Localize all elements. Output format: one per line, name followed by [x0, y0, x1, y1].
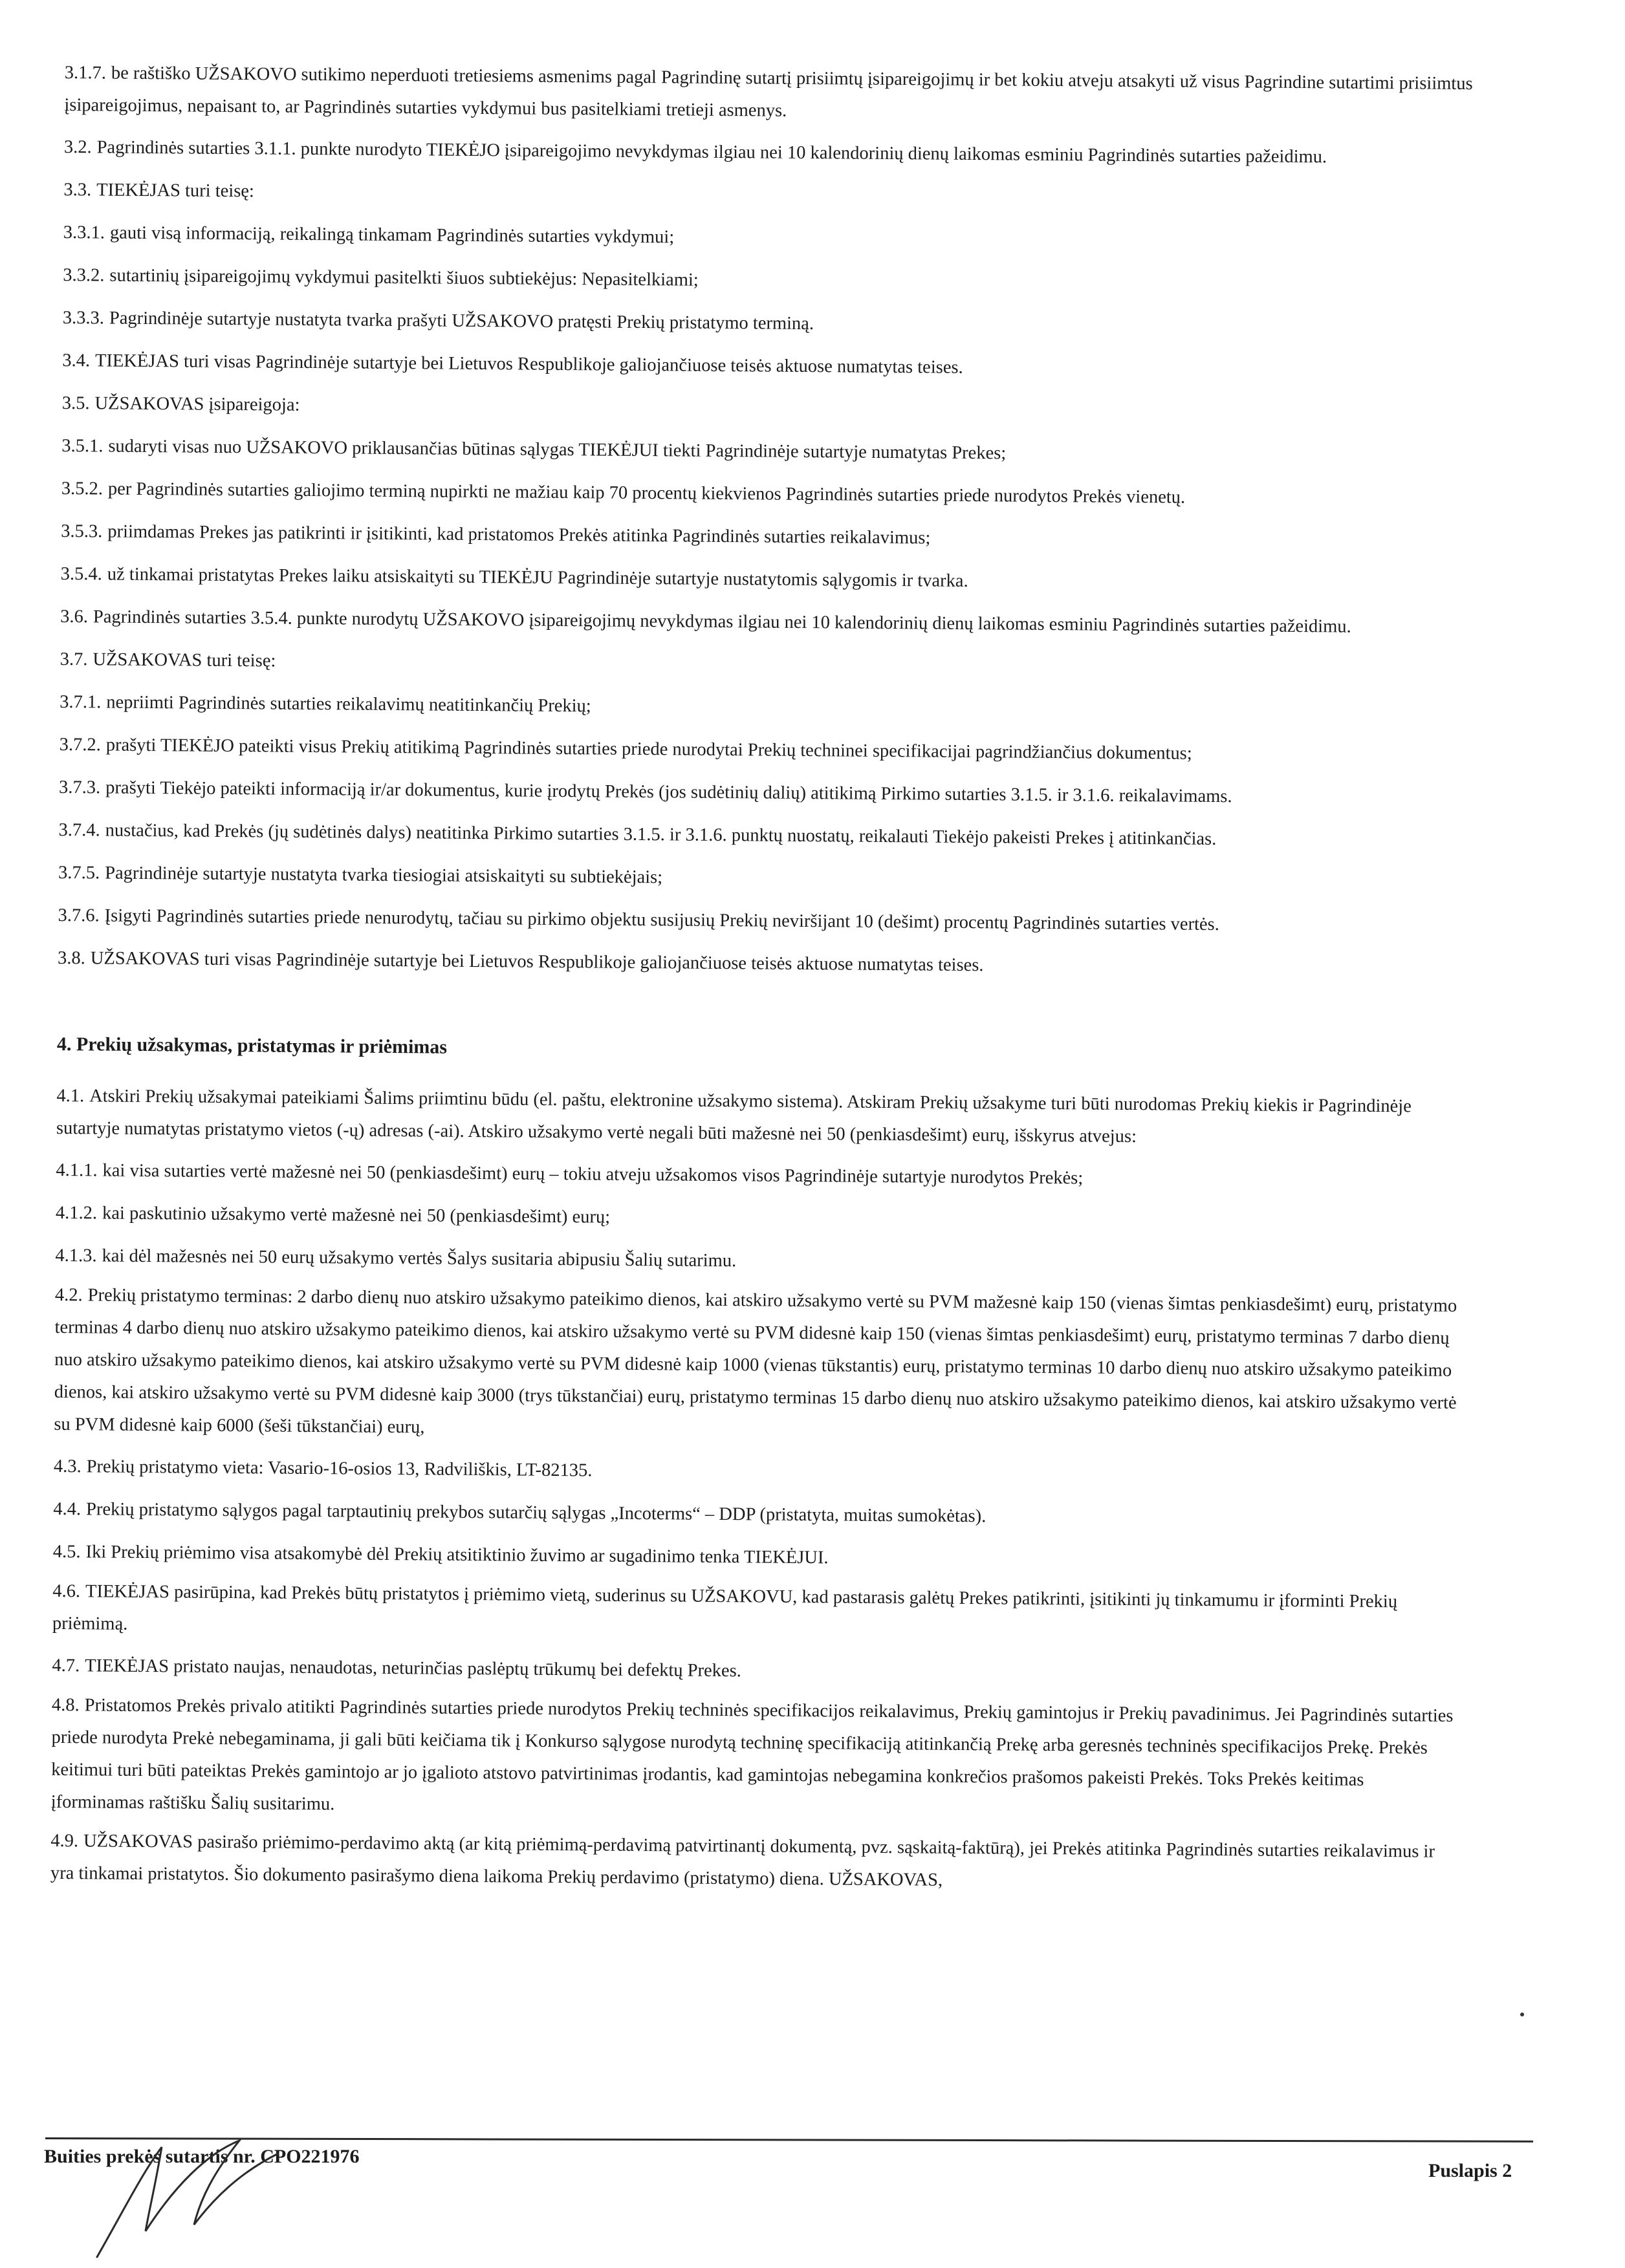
clause-3-8: [58, 939, 1468, 989]
section-3-list: [58, 57, 1475, 989]
clause-4-5: [53, 1533, 1463, 1582]
clause-text: Prekių pristatymo terminas: 2 darbo dienų nuo atskiro užsakymo pateikimo dienos, kai atskiro užsakymo vertė su PVM mažesnė kaip 150 (vienas šimtas penkiasdešimt) eurų, pristatymo terminas 4 darbo dienų nuo atskiro užsakymo pateikimo dienos, kai atskiro užsakymo vertė su PVM didesnė kaip 150 (vienas šimtas penkiasdešimt) eurų, pristatymo terminas 7 darbo dienų nuo atskiro užsakymo pateikimo dienos, kai atskiro užsakymo vertė su PVM didesnė kaip 1000 (vienas tūkstantis) eurų, pristatymo terminas 10 darbo dienų nuo atskiro užsakymo pateikimo dienos, kai atskiro užsakymo vertė su PVM didesnė kaip 3000 (trys tūkstančiai) eurų, pristatymo terminas 15 darbo dienų nuo atskiro užsakymo pateikimo dienos, kai atskiro užsakymo vertė su PVM didesnė kaip 6000 (šeši tūkstančiai) eurų,: [54, 1285, 1457, 1438]
clause-text: Prekių pristatymo vieta: Vasario-16-osios 13, Radviliškis, LT-82135.: [86, 1456, 593, 1481]
clause-text: TIEKĖJAS pasirūpina, kad Prekės būtų pristatytos į priėmimo vietą, suderinus su UŽSAKOVU, kad pastarasis galėtų Prekes patikrinti, įsitikinti jų tinkamumu ir įforminti Prekių priėmimą.: [52, 1581, 1398, 1634]
clause-text: kai visa sutarties vertė mažesnė nei 50 (penkiasdešimt) eurų – tokiu atveju užsakomos visos Pagrindinėje sutartyje nurodytos Prekės;: [102, 1160, 1084, 1189]
handwritten-signature: [84, 2134, 291, 2263]
clause-3-7-2: [59, 726, 1469, 775]
section-4-list: [50, 1080, 1467, 1901]
document-page: [50, 57, 1475, 1907]
clause-number: 3.7.1.: [60, 691, 102, 713]
clause-3-2: [64, 128, 1474, 178]
clause-text: nepriimti Pagrindinės sutarties reikalavimų neatitinkančių Prekių;: [106, 692, 591, 717]
clause-3-7-5: [58, 854, 1468, 903]
clause-3-7-6: [58, 896, 1468, 946]
clause-4-8: [51, 1689, 1463, 1830]
clause-text: TIEKĖJAS turi visas Pagrindinėje sutartyje bei Lietuvos Respublikoje galiojančiuose teisės aktuose numatytas teises.: [94, 351, 963, 378]
clause-3-3-2: [63, 256, 1473, 306]
clause-number: 4.1.1.: [56, 1160, 98, 1181]
clause-number: 4.5.: [52, 1541, 81, 1562]
footer-page-number: Puslapis 2: [1428, 2160, 1512, 2181]
clause-number: 3.3.2.: [63, 265, 105, 286]
clause-number: 3.8.: [57, 947, 85, 969]
clause-3-5-2: [61, 470, 1472, 519]
scan-speck: [1520, 2013, 1524, 2016]
clause-text: sutartinių įsipareigojimų vykdymui pasitelkti šiuos subtiekėjus: Nepasitelkiami;: [109, 265, 699, 290]
clause-number: 4.2.: [54, 1284, 83, 1306]
footer-contract-number: Buities prekės sutartis nr. CPO221976: [44, 2146, 360, 2167]
clause-3-7-1: [60, 683, 1470, 733]
clause-text: prašyti Tiekėjo pateikti informaciją ir/ar dokumentus, kurie įrodytų Prekės (jos sudėtinių dalių) atitikimą Pirkimo sutarties 3.1.5. ir 3.1.6. reikalavimams.: [105, 777, 1232, 807]
clause-number: 3.7.2.: [59, 734, 101, 755]
clause-number: 3.5.2.: [61, 478, 104, 499]
clause-text: kai dėl mažesnės nei 50 eurų užsakymo vertės Šalys susitaria abipusiu Šalių sutarimu.: [102, 1246, 737, 1271]
clause-text: UŽSAKOVAS įsipareigoja:: [94, 393, 300, 415]
clause-3-6: [60, 598, 1470, 647]
clause-number: 4.3.: [53, 1456, 82, 1477]
clause-text: Pagrindinės sutarties 3.5.4. punkte nurodytų UŽSAKOVO įsipareigojimų nevykdymas ilgiau nei 10 kalendorinių dienų laikomas esminiu Pagrindinės sutarties pažeidimu.: [93, 607, 1351, 637]
section-4-title: 4. Prekių užsakymas, pristatymas ir priėmimas: [56, 1033, 448, 1058]
clause-4-2: [54, 1279, 1465, 1452]
clause-number: 3.3.3.: [62, 307, 105, 329]
clause-number: 3.6.: [60, 606, 89, 627]
clause-number: 3.3.1.: [63, 222, 105, 243]
clause-4-1-3: [55, 1237, 1465, 1286]
clause-3-5-4: [60, 555, 1470, 605]
clause-text: UŽSAKOVAS turi teisę:: [93, 649, 276, 671]
clause-number: 3.2.: [63, 136, 92, 158]
clause-4-1-2: [56, 1194, 1466, 1244]
clause-3-7-3: [59, 768, 1469, 818]
clause-text: Įsigyti Pagrindinės sutarties priede nenurodytų, tačiau su pirkimo objektu susijusių Prekių neviršijant 10 (dešimt) procentų Pagrindinės sutarties vertės.: [104, 905, 1219, 935]
clause-text: TIEKĖJAS turi teisę:: [96, 180, 255, 202]
clause-text: Pagrindinės sutarties 3.1.1. punkte nurodyto TIEKĖJO įsipareigojimo nevykdymas ilgiau nei 10 kalendorinių dienų laikomas esminiu Pagrindinės sutarties pažeidimu.: [96, 137, 1327, 167]
clause-3-1-7: [64, 57, 1475, 133]
clause-number: 3.7.: [60, 649, 88, 670]
clause-text: Pagrindinėje sutartyje nustatyta tvarka prašyti UŽSAKOVO pratęsti Prekių pristatymo terminą.: [109, 308, 814, 334]
clause-text: Iki Prekių priėmimo visa atsakomybė dėl Prekių atsitiktinio žuvimo ar sugadinimo tenka TIEKĖJUI.: [85, 1542, 829, 1568]
clause-3-3-3: [63, 299, 1473, 349]
clause-text: už tinkamai pristatytas Prekes laiku atsiskaityti su TIEKĖJU Pagrindinėje sutartyje nustatytomis sąlygomis ir tvarka.: [107, 564, 968, 591]
clause-text: priimdamas Prekes jas patikrinti ir įsitikinti, kad pristatomos Prekės atitinka Pagrindinės sutarties reikalavimus;: [107, 521, 931, 548]
clause-text: Prekių pristatymo sąlygos pagal tarptautinių prekybos sutarčių sąlygas „Incoterms“ – DDP (pristatyta, muitas sumokėtas).: [85, 1499, 987, 1527]
clause-text: be raštiško UŽSAKOVO sutikimo neperduoti tretiesiems asmenims pagal Pagrindinę sutartį prisiimtų įsipareigojimų ir bet kokiu atveju atsakyti už visus Pagrindine sutartimi prisiimtus įsipareigojimus, nepaisant to, ar Pagrindinės sutarties vykdymui bus pasitelkiami tretieji asmenys.: [64, 63, 1473, 121]
clause-number: 3.5.1.: [61, 435, 104, 457]
clause-number: 3.5.: [61, 393, 90, 414]
clause-number: 4.1.2.: [55, 1202, 98, 1224]
clause-number: 3.7.5.: [58, 862, 100, 883]
clause-text: Atskiri Prekių užsakymai pateikiami Šalims priimtinu būdu (el. paštu, elektronine užsakymo sistema). Atskiram Prekių užsakyme turi būti nurodomas Prekių kiekis ir Pagrindinėje sutartyje numatytas pristatymo vietos (-ų) adresas (-ai). Atskiro užsakymo vertė negali būti mažesnė nei 50 (penkiasdešimt) eurų, išskyrus atvejus:: [56, 1086, 1412, 1147]
clause-3-3: [63, 171, 1474, 221]
clause-4-3: [54, 1447, 1464, 1497]
clause-number: 3.3.: [63, 179, 92, 200]
clause-4-4: [53, 1490, 1463, 1540]
clause-text: TIEKĖJAS pristato naujas, nenaudotas, neturinčias paslėptų trūkumų bei defektų Prekes.: [85, 1656, 741, 1681]
clause-text: prašyti TIEKĖJO pateikti visus Prekių atitikimą Pagrindinės sutarties priede nurodytai Prekių techninei specifikacijai pagrindžiančius dokumentus;: [105, 735, 1192, 764]
clause-4-1: [56, 1080, 1467, 1156]
clause-text: gauti visą informaciją, reikalingą tinkamam Pagrindinės sutarties vykdymui;: [109, 222, 675, 248]
clause-4-1-1: [56, 1151, 1466, 1201]
clause-text: per Pagrindinės sutarties galiojimo terminą nupirkti ne mažiau kaip 70 procentų kiekvienos Pagrindinės sutarties priede nurodytos Prekės vienetų.: [107, 479, 1186, 508]
clause-number: 4.8.: [51, 1694, 80, 1716]
clause-number: 3.5.3.: [61, 521, 103, 542]
clause-text: kai paskutinio užsakymo vertė mažesnė nei 50 (penkiasdešimt) eurų;: [102, 1203, 611, 1227]
clause-number: 3.5.4.: [60, 563, 102, 585]
clause-text: UŽSAKOVAS pasirašo priėmimo-perdavimo aktą (ar kitą priėmimą-perdavimą patvirtinantį dokumentą, pvz. sąskaitą-faktūrą), jei Prekės atitinka Pagrindinės sutarties reikalavimus ir yra tinkamai pristatytos. Šio dokumento pasirašymo diena laikoma Prekių perdavimo (pristatymo) diena. UŽSAKOVAS,: [50, 1831, 1435, 1890]
clause-text: Pristatomos Prekės privalo atitikti Pagrindinės sutarties priede nurodytos Prekių techninės specifikacijos reikalavimus, Prekių gamintojus ir Prekių pavadinimus. Jei Pagrindinės sutarties priede nurodyta Prekė nebegaminama, ji gali būti keičiama tik į Konkurso sąlygose nurodytą techninę specifikaciją atitinkančią Prekę arba geresnės techninės specifikacijos Prekę. Prekės keitimui turi būti pateiktas Prekės gamintojo ar jo įgalioto atstovo patvirtinimas įrodantis, kad gamintojas nebegamina konkrečios prašomos pakeisti Prekės. Toks Prekės keitimas įforminamas raštišku Šalių susitarimu.: [50, 1695, 1454, 1815]
clause-3-4: [62, 341, 1472, 391]
clause-3-5: [62, 384, 1472, 434]
clause-number: 3.1.7.: [64, 62, 107, 83]
clause-number: 3.7.3.: [59, 777, 101, 798]
clause-4-7: [52, 1647, 1462, 1696]
clause-text: Pagrindinėje sutartyje nustatyta tvarka tiesiogiai atsiskaityti su subtiekėjais;: [105, 863, 663, 888]
clause-number: 4.1.3.: [55, 1245, 97, 1266]
clause-number: 4.9.: [50, 1830, 79, 1852]
clause-text: UŽSAKOVAS turi visas Pagrindinėje sutartyje bei Lietuvos Respublikoje galiojančiuose teisės aktuose numatytas teises.: [90, 948, 984, 976]
clause-3-5-1: [61, 427, 1472, 477]
clause-4-6: [52, 1575, 1463, 1651]
clause-number: 3.7.6.: [58, 905, 100, 926]
clause-number: 4.4.: [53, 1498, 82, 1520]
clause-3-5-3: [61, 512, 1471, 562]
clause-number: 4.7.: [52, 1655, 80, 1676]
clause-3-7: [60, 640, 1470, 690]
clause-4-9: [50, 1825, 1461, 1901]
clause-text: nustačius, kad Prekės (jų sudėtinės dalys) neatitinka Pirkimo sutarties 3.1.5. ir 3.1.6. punktų nuostatų, reikalauti Tiekėjo pakeisti Prekes į atitinkančias.: [105, 820, 1217, 850]
clause-number: 4.6.: [52, 1581, 81, 1602]
clause-3-7-4: [58, 811, 1468, 861]
clause-number: 4.1.: [56, 1085, 85, 1107]
clause-3-3-1: [63, 213, 1474, 263]
clause-number: 3.4.: [62, 350, 91, 371]
clause-number: 3.7.4.: [58, 819, 100, 841]
clause-text: sudaryti visas nuo UŽSAKOVO priklausančias būtinas sąlygas TIEKĖJUI tiekti Pagrindinėje sutartyje numatytas Prekes;: [108, 436, 1007, 464]
